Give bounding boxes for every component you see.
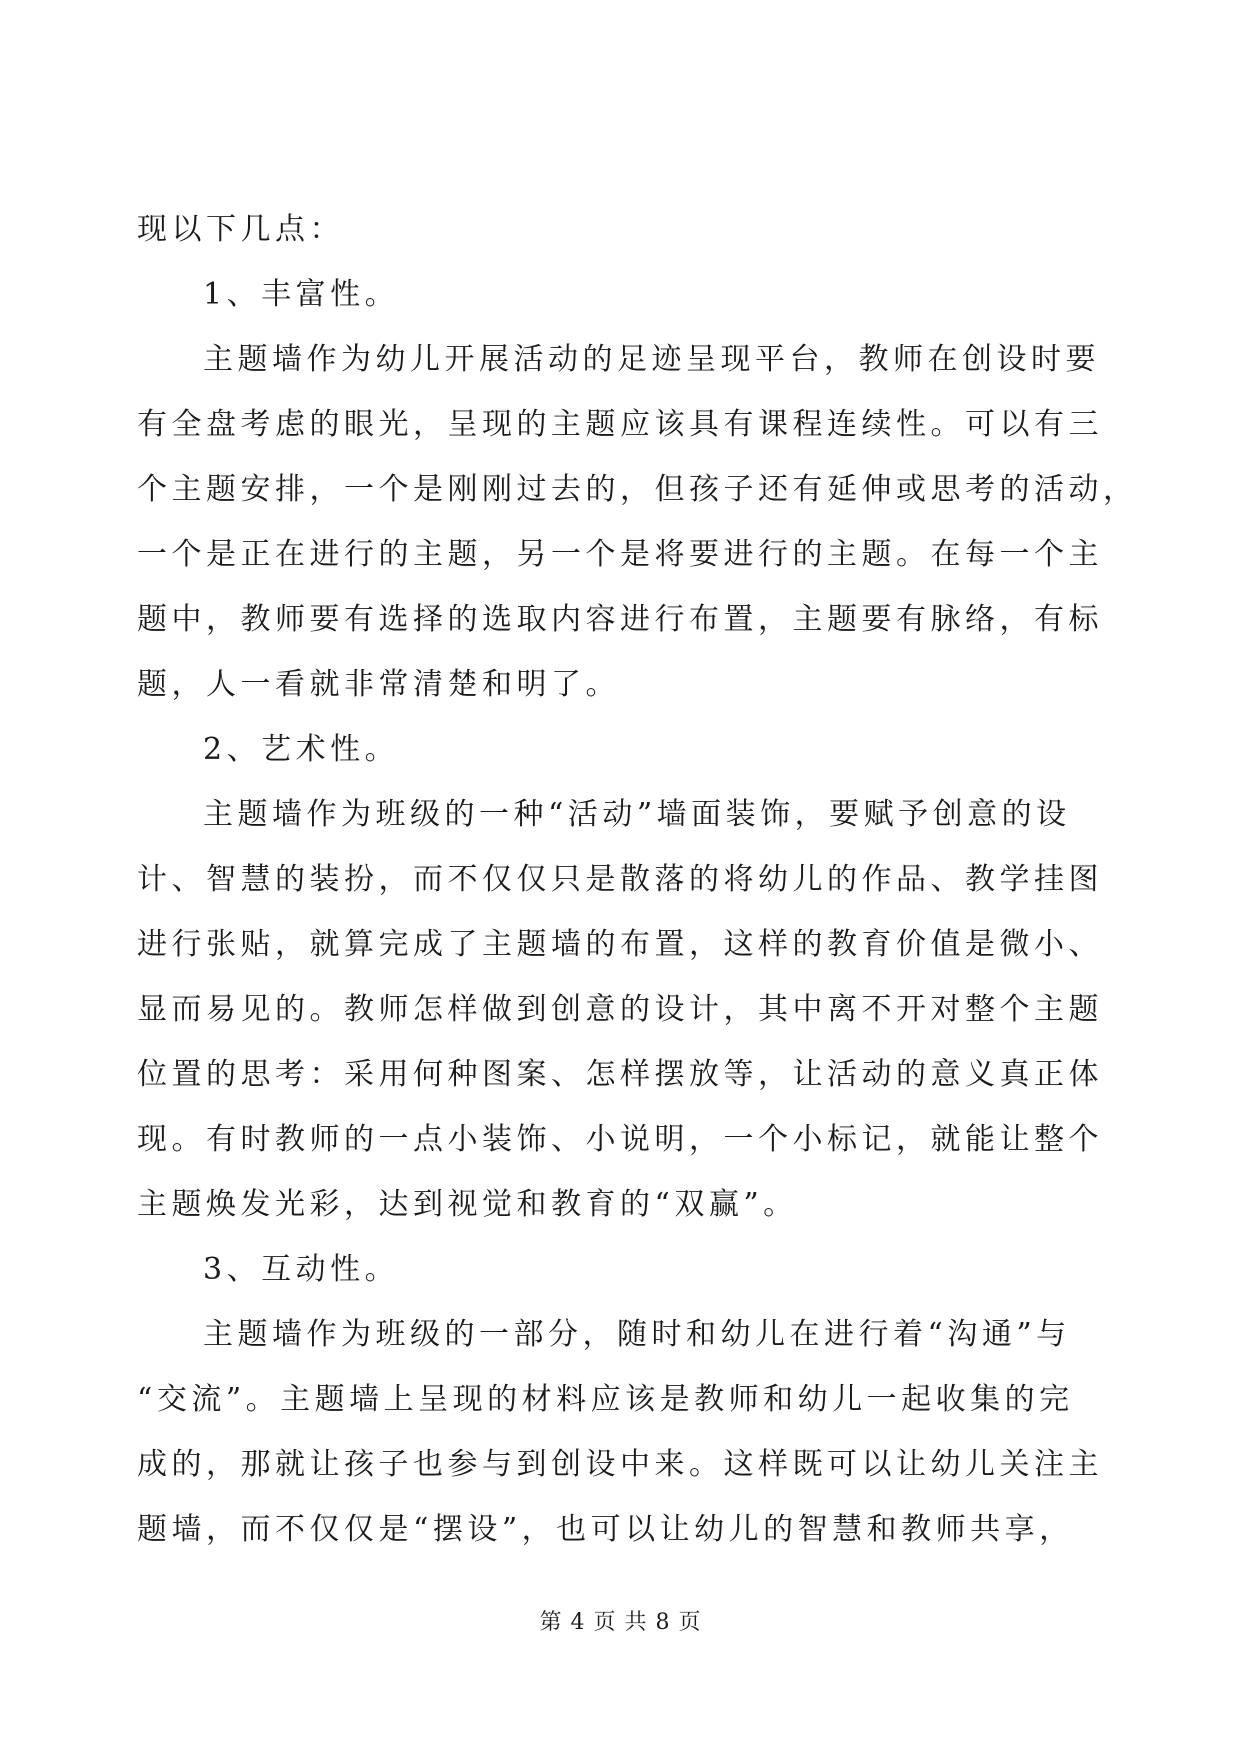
body-text-line: 题墙，而不仅仅是“摆设”，也可以让幼儿的智慧和教师共享， [137, 1512, 1074, 1547]
body-text-line: 进行张贴，就算完成了主题墙的布置，这样的教育价值是微小、 [137, 927, 1103, 962]
body-text-line: 主题墙作为班级的一种“活动”墙面装饰，要赋予创意的设 [203, 797, 1071, 832]
section-heading: 3、互动性。 [203, 1252, 400, 1287]
page-number-footer: 第 4 页 共 8 页 [539, 1610, 702, 1635]
body-text-line: 有全盘考虑的眼光，呈现的主题应该具有课程连续性。可以有三 [137, 407, 1103, 442]
body-text-line: 个主题安排，一个是刚刚过去的，但孩子还有延伸或思考的活动， [137, 472, 1138, 507]
body-text-line: 位置的思考：采用何种图案、怎样摆放等，让活动的意义真正体 [137, 1057, 1103, 1092]
body-text-line: 计、智慧的装扮，而不仅仅只是散落的将幼儿的作品、教学挂图 [137, 862, 1103, 897]
body-text-line: 主题焕发光彩，达到视觉和教育的“双赢”。 [137, 1187, 798, 1222]
body-text-line: 显而易见的。教师怎样做到创意的设计，其中离不开对整个主题 [137, 992, 1103, 1027]
body-text-line: 主题墙作为班级的一部分，随时和幼儿在进行着“沟通”与 [203, 1317, 1071, 1352]
section-heading: 1、丰富性。 [203, 277, 400, 312]
body-text-line: 成的，那就让孩子也参与到创设中来。这样既可以让幼儿关注主 [137, 1447, 1103, 1482]
body-text-line: 主题墙作为幼儿开展活动的足迹呈现平台，教师在创设时要 [203, 342, 1100, 377]
body-text-line: 题中，教师要有选择的选取内容进行布置，主题要有脉络，有标 [137, 602, 1103, 637]
body-text-line: “交流”。主题墙上呈现的材料应该是教师和幼儿一起收集的完 [137, 1382, 1074, 1417]
section-heading: 2、艺术性。 [203, 732, 400, 767]
body-text-line: 现。有时教师的一点小装饰、小说明，一个小标记，就能让整个 [137, 1122, 1103, 1157]
body-text-line: 现以下几点： [137, 212, 344, 247]
body-text-line: 题，人一看就非常清楚和明了。 [137, 667, 620, 702]
body-text-line: 一个是正在进行的主题，另一个是将要进行的主题。在每一个主 [137, 537, 1103, 572]
